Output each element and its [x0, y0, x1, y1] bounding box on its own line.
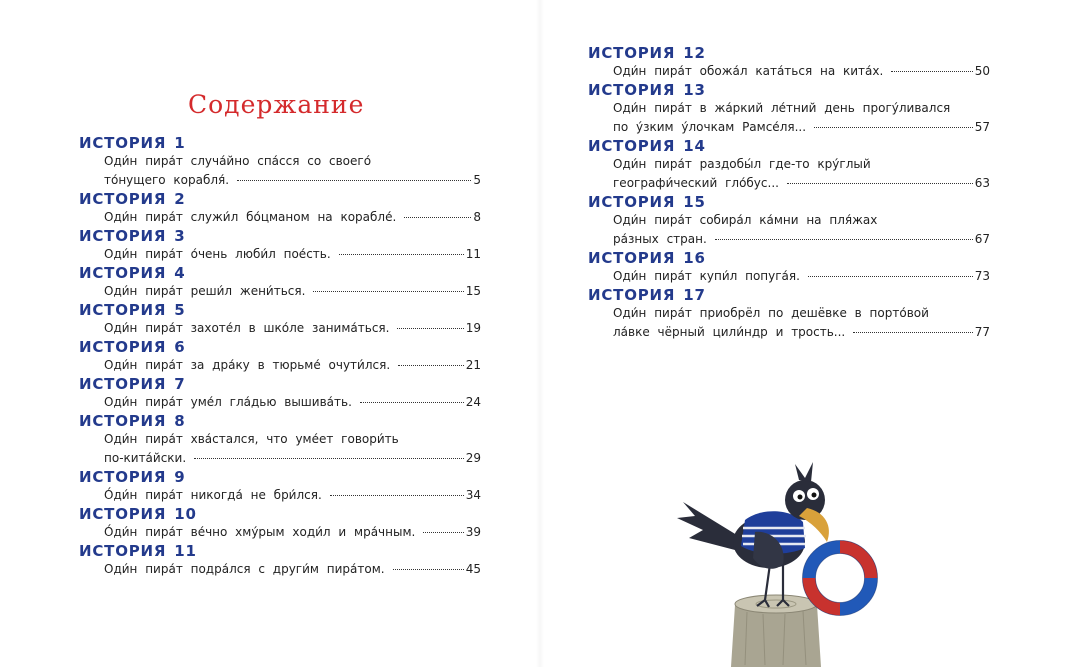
- page-number: 11: [465, 247, 481, 261]
- toc-right-column: [588, 44, 990, 342]
- description-line: [104, 486, 481, 505]
- dot-leader: [404, 217, 471, 218]
- toc-entry: [79, 375, 481, 412]
- toc-entry: [588, 193, 990, 249]
- toc-entry: [79, 134, 481, 190]
- crow-illustration: [675, 460, 905, 667]
- dot-leader: [398, 365, 464, 366]
- dot-leader: [715, 239, 973, 240]
- description-line: [104, 319, 481, 338]
- toc-entry: [79, 542, 481, 579]
- description-text: Оди́н пира́т реши́л жени́ться.: [104, 284, 306, 298]
- page-number: 19: [465, 321, 481, 335]
- story-heading: ИСТОРИЯ 1: [79, 134, 186, 152]
- description-text: Оди́н пира́т уме́л гла́дью вышива́ть.: [104, 395, 352, 409]
- page-number: 5: [473, 173, 481, 187]
- description-text: Оди́н пира́т служи́л бо́цманом на корабле́.: [104, 210, 397, 224]
- page-number: 39: [465, 525, 481, 539]
- life-ring-icon: [803, 541, 878, 616]
- story-heading: ИСТОРИЯ 7: [79, 375, 186, 393]
- page-number: 45: [465, 562, 481, 576]
- page-number: 8: [473, 210, 481, 224]
- description-text: Оди́н пира́т приобрёл по дешёвке в порто́вой: [613, 306, 929, 320]
- story-description: [588, 211, 990, 249]
- story-description: [79, 282, 481, 301]
- toc-entry: [79, 338, 481, 375]
- description-line: [104, 393, 481, 412]
- story-heading: ИСТОРИЯ 2: [79, 190, 186, 208]
- story-description: [79, 393, 481, 412]
- story-description: [79, 152, 481, 190]
- description-line: [104, 171, 481, 190]
- description-text: Оди́н пира́т захоте́л в шко́ле занима́ться.: [104, 321, 390, 335]
- description-text: Оди́н пира́т подра́лся с други́м пира́том.: [104, 562, 385, 576]
- description-text: географи́ческий гло́бус...: [613, 176, 779, 190]
- dot-leader: [194, 458, 464, 459]
- page-gutter: [536, 0, 544, 667]
- toc-entry: [588, 249, 990, 286]
- description-line: [104, 208, 481, 227]
- description-line: [613, 118, 990, 137]
- story-description: [79, 208, 481, 227]
- description-line: [613, 230, 990, 249]
- story-description: [588, 267, 990, 286]
- toc-entry: [79, 301, 481, 338]
- description-text: Оди́н пира́т случа́йно спа́сся со своего́: [104, 154, 372, 168]
- dot-leader: [397, 328, 463, 329]
- story-heading: ИСТОРИЯ 12: [588, 44, 706, 62]
- page-number: 63: [974, 176, 990, 190]
- story-heading: ИСТОРИЯ 8: [79, 412, 186, 430]
- description-text: Оди́н пира́т обожа́л ката́ться на кита́х.: [613, 64, 884, 78]
- toc-entry: [79, 190, 481, 227]
- description-text: Оди́н пира́т собира́л ка́мни на пля́жах: [613, 213, 878, 227]
- description-text: Оди́н пира́т о́чень люби́л пое́сть.: [104, 247, 331, 261]
- story-description: [79, 245, 481, 264]
- dot-leader: [339, 254, 464, 255]
- description-line: [613, 304, 990, 323]
- page-number: 57: [974, 120, 990, 134]
- story-heading: ИСТОРИЯ 11: [79, 542, 197, 560]
- story-heading: ИСТОРИЯ 15: [588, 193, 706, 211]
- story-heading: ИСТОРИЯ 3: [79, 227, 186, 245]
- toc-entry: [79, 505, 481, 542]
- description-text: по у́зким у́лочкам Рамсе́ля...: [613, 120, 807, 134]
- story-heading: ИСТОРИЯ 16: [588, 249, 706, 267]
- description-text: Оди́н пира́т купи́л попуга́я.: [613, 269, 800, 283]
- description-line: [613, 99, 990, 118]
- description-line: [104, 356, 481, 375]
- toc-entry: [588, 81, 990, 137]
- description-line: [613, 62, 990, 81]
- dot-leader: [787, 183, 973, 184]
- toc-entry: [588, 286, 990, 342]
- story-heading: ИСТОРИЯ 14: [588, 137, 706, 155]
- story-heading: ИСТОРИЯ 5: [79, 301, 186, 319]
- description-line: [613, 155, 990, 174]
- story-description: [79, 430, 481, 468]
- toc-entry: [79, 412, 481, 468]
- toc-entry: [588, 137, 990, 193]
- story-heading: ИСТОРИЯ 17: [588, 286, 706, 304]
- story-heading: ИСТОРИЯ 10: [79, 505, 197, 523]
- description-text: О́ди́н пира́т ве́чно хму́рым ходи́л и мра́чным.: [104, 525, 416, 539]
- description-line: [104, 152, 481, 171]
- description-line: [104, 430, 481, 449]
- page-number: 73: [974, 269, 990, 283]
- story-description: [79, 523, 481, 542]
- page-number: 24: [465, 395, 481, 409]
- description-text: Оди́н пира́т за дра́ку в тюрьме́ очути́лся.: [104, 358, 391, 372]
- description-text: ла́вке чёрный цили́ндр и трость...: [613, 325, 846, 339]
- description-text: ра́зных стран.: [613, 232, 707, 246]
- description-line: [613, 211, 990, 230]
- story-heading: ИСТОРИЯ 9: [79, 468, 186, 486]
- story-description: [79, 486, 481, 505]
- page-number: 67: [974, 232, 990, 246]
- story-heading: ИСТОРИЯ 4: [79, 264, 186, 282]
- page-number: 34: [465, 488, 481, 502]
- dot-leader: [853, 332, 972, 333]
- dot-leader: [814, 127, 973, 128]
- story-heading: ИСТОРИЯ 13: [588, 81, 706, 99]
- description-line: [613, 267, 990, 286]
- description-line: [104, 449, 481, 468]
- description-line: [104, 560, 481, 579]
- description-text: по-кита́йски.: [104, 451, 187, 465]
- toc-left-column: [79, 134, 481, 579]
- story-description: [588, 155, 990, 193]
- page-number: 29: [465, 451, 481, 465]
- story-description: [588, 304, 990, 342]
- description-text: Оди́н пира́т хва́стался, что уме́ет говори́ть: [104, 432, 399, 446]
- dot-leader: [891, 71, 972, 72]
- stump: [731, 595, 821, 667]
- toc-entry: [79, 264, 481, 301]
- dot-leader: [393, 569, 464, 570]
- description-text: Оди́н пира́т раздобы́л где-то кру́глый: [613, 157, 871, 171]
- description-text: Оди́н пира́т в жа́ркий ле́тний день прогу́ливался: [613, 101, 951, 115]
- dot-leader: [423, 532, 463, 533]
- description-text: О́ди́н пира́т никогда́ не бри́лся.: [104, 488, 322, 502]
- dot-leader: [313, 291, 463, 292]
- page-number: 77: [974, 325, 990, 339]
- toc-entry: [588, 44, 990, 81]
- description-line: [613, 174, 990, 193]
- dot-leader: [360, 402, 464, 403]
- description-text: то́нущего корабля́.: [104, 173, 230, 187]
- page-number: 15: [465, 284, 481, 298]
- story-description: [79, 560, 481, 579]
- toc-entry: [79, 227, 481, 264]
- page-number: 50: [974, 64, 990, 78]
- description-line: [104, 282, 481, 301]
- description-line: [104, 245, 481, 264]
- story-description: [79, 356, 481, 375]
- description-line: [613, 323, 990, 342]
- page-number: 21: [465, 358, 481, 372]
- toc-entry: [79, 468, 481, 505]
- dot-leader: [237, 180, 471, 181]
- story-heading: ИСТОРИЯ 6: [79, 338, 186, 356]
- toc-title: Содержание: [188, 90, 365, 119]
- story-description: [588, 62, 990, 81]
- dot-leader: [330, 495, 464, 496]
- description-line: [104, 523, 481, 542]
- story-description: [588, 99, 990, 137]
- dot-leader: [808, 276, 973, 277]
- story-description: [79, 319, 481, 338]
